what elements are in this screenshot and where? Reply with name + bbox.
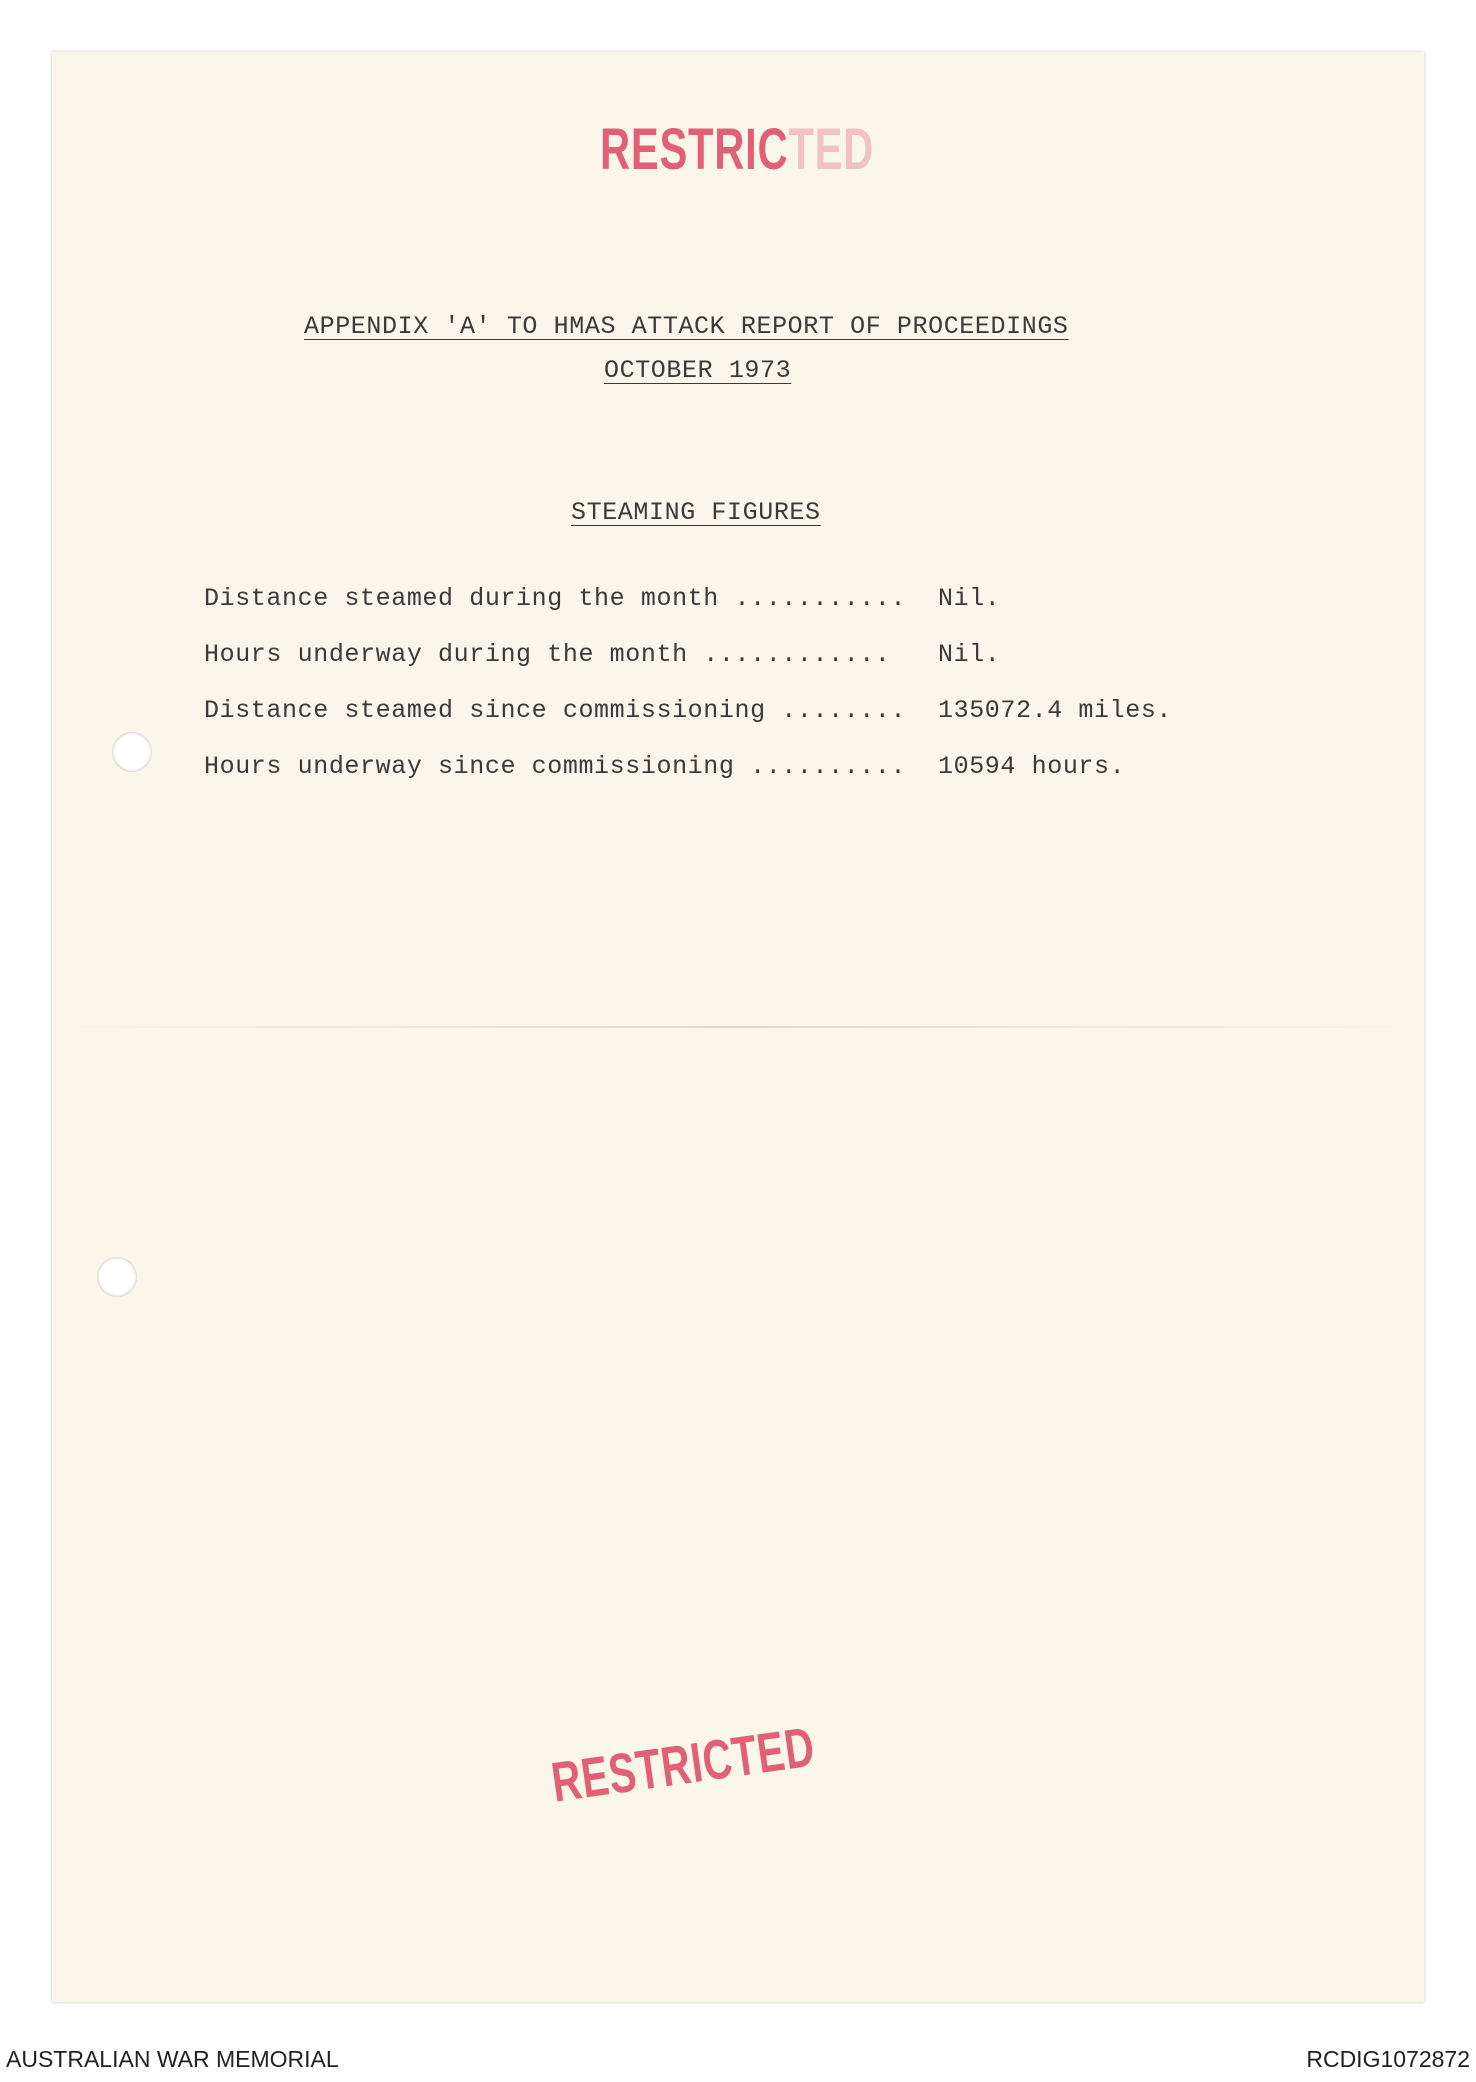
figure-value: 135072.4 miles.: [938, 696, 1173, 725]
document-date: OCTOBER 1973: [604, 356, 792, 385]
figure-label: Distance steamed since commissioning ........: [204, 696, 907, 725]
document-heading: APPENDIX 'A' TO HMAS ATTACK REPORT OF PROCEEDINGS: [304, 312, 1069, 341]
punch-hole: [112, 732, 152, 772]
figure-row: [204, 696, 1304, 736]
restricted-stamp-bottom: RESTRICTED: [547, 1714, 819, 1814]
figure-row: [204, 640, 1304, 680]
figure-row: [204, 752, 1304, 792]
punch-hole: [97, 1257, 137, 1297]
restricted-stamp-top: [600, 116, 874, 183]
figure-label: Hours underway during the month ............: [204, 640, 891, 669]
fold-line: [52, 1026, 1424, 1028]
stamp-text: RESTRIC: [600, 117, 789, 182]
footer-institution: AUSTRALIAN WAR MEMORIAL: [6, 2046, 339, 2072]
figure-value: Nil.: [938, 640, 1001, 669]
figure-label: Hours underway since commissioning ..........: [204, 752, 907, 781]
footer-record-id: RCDIG1072872: [1306, 2046, 1470, 2072]
figure-value: 10594 hours.: [938, 752, 1126, 781]
section-title: STEAMING FIGURES: [571, 498, 821, 527]
document-page: [52, 52, 1424, 2002]
figure-row: [204, 584, 1304, 624]
figure-value: Nil.: [938, 584, 1001, 613]
stamp-text-faded: TED: [788, 117, 875, 182]
figure-label: Distance steamed during the month ...........: [204, 584, 907, 613]
